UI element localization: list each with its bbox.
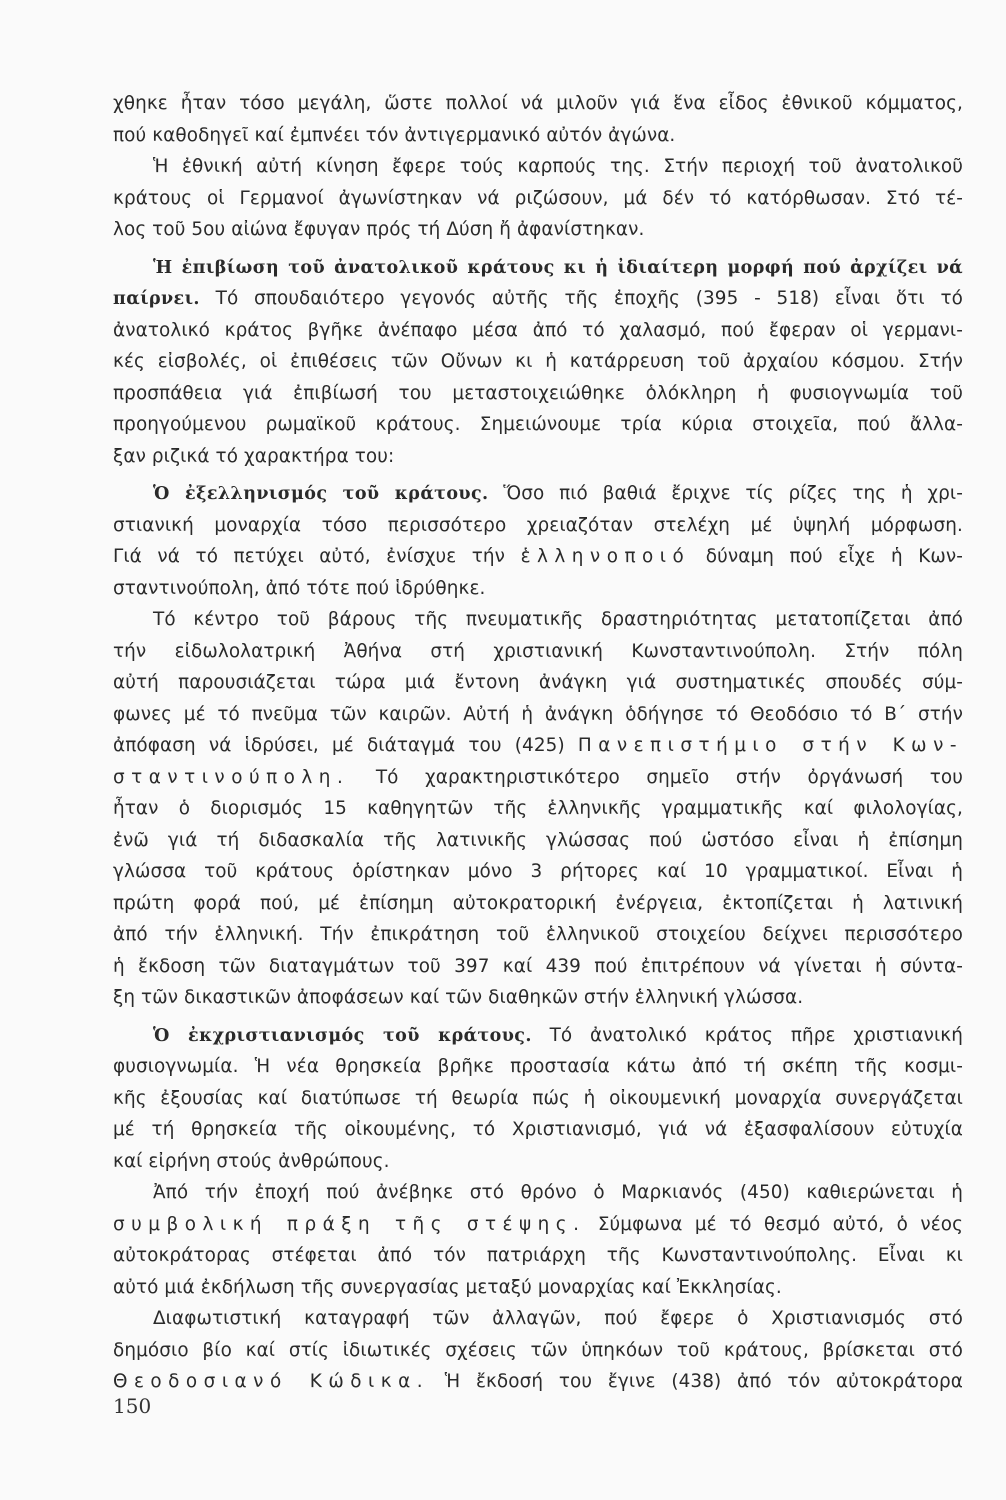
text-line: ἡ ἔκδοση τῶν διαταγμάτων τοῦ 397 καί 439 πού ἐπιτρέπουν νά γίνεται ἡ σύντα- [113, 955, 963, 977]
text-line: καί εἰρήνη στούς ἀνθρώπους. [113, 1150, 390, 1172]
spaced-emphasis: Θεοδοσιανό Κώδικα. [113, 1371, 430, 1392]
text-line: ἀπό τήν ἑλληνική. Τήν ἐπικράτηση τοῦ ἑλληνικοῦ στοιχείου δείχνει περισσότερο [113, 924, 963, 945]
text-line: αὐτό μιά ἐκδήλωση τῆς συνεργασίας μεταξύ μοναρχίας καί Ἐκκλησίας. [113, 1276, 782, 1298]
section-heading: Ὁ ἐκχριστιανισμός τοῦ κράτους. [153, 1025, 532, 1046]
section-heading: παίρνει. [113, 289, 200, 309]
text-line: Ἡ ἐθνική αὐτή κίνηση ἔφερε τούς καρπούς της. Στήν περιοχή τοῦ ἀνατολικοῦ [153, 156, 963, 177]
text-line: τήν εἰδωλολατρική Ἀθήνα στή χριστιανική Κωνσταντινούπολη. Στήν πόλη [113, 640, 963, 662]
text-line: φωνες μέ τό πνεῦμα τῶν καιρῶν. Αὐτή ἡ ἀνάγκη ὁδήγησε τό Θεοδόσιο τό Β΄ στήν [113, 703, 963, 725]
text-line: φυσιογνωμία. Ἡ νέα θρησκεία βρῆκε προστασία κάτω ἀπό τή σκέπη τῆς κοσμι- [113, 1056, 963, 1077]
text-line: ἦταν ὁ διορισμός 15 καθηγητῶν τῆς ἑλληνικῆς γραμματικῆς καί φιλολογίας, [113, 798, 963, 819]
text-line: κές εἰσβολές, οἱ ἐπιθέσεις τῶν Οὔνων κι ἡ κατάρρευση τοῦ ἀρχαίου κόσμου. Στήν [113, 351, 963, 372]
text-line: σταντινούπολη. Τό χαρακτηριστικότερο σημεῖο στήν ὀργάνωσή του [113, 766, 963, 788]
spaced-emphasis: ἑλληνοποιό [520, 546, 691, 567]
text-line: ἀπόφαση νά ἱδρύσει, μέ διάταγμά του (425) Πανεπιστήμιο στήν Κων- [113, 735, 963, 756]
text-line: παίρνει. Τό σπουδαιότερο γεγονός αὐτῆς τῆς ἐποχῆς (395 - 518) εἶναι ὅτι τό [113, 288, 963, 309]
text-body [113, 88, 963, 1398]
text-line: μέ τή θρησκεία τῆς οἰκουμένης, τό Χριστιανισμό, γιά νά ἐξασφαλίσουν εὐτυχία [113, 1119, 963, 1140]
spaced-emphasis: συμβολική πράξη τῆς στέψης. [113, 1213, 586, 1235]
text-line: συμβολική πράξη τῆς στέψης. Σύμφωνα μέ τό θεσμό αὐτό, ὁ νέος [113, 1213, 963, 1235]
text-line: λος τοῦ 5ου αἰώνα ἔφυγαν πρός τή Δύση ἤ ἀφανίστηκαν. [113, 219, 645, 240]
text-line: πού καθοδηγεῖ καί ἐμπνέει τόν ἀντιγερμανικό αὐτόν ἀγώνα. [113, 124, 676, 146]
text-line: ἐνῶ γιά τή διδασκαλία τῆς λατινικῆς γλώσσας πού ὡστόσο εἶναι ἡ ἐπίσημη [113, 829, 963, 851]
page-number: 150 [113, 1394, 152, 1418]
text-line: προσπάθεια γιά ἐπιβίωσή του μεταστοιχειώθηκε ὁλόκληρη ἡ φυσιογνωμία τοῦ [113, 382, 963, 404]
text-line: κράτους οἱ Γερμανοί ἀγωνίστηκαν νά ριζώσουν, μά δέν τό κατόρθωσαν. Στό τέ- [113, 187, 963, 209]
text-line: Ὁ ἐκχριστιανισμός τοῦ κράτους. Τό ἀνατολικό κράτος πῆρε χριστιανική [153, 1024, 963, 1046]
text-line: Τό κέντρο τοῦ βάρους τῆς πνευματικῆς δραστηριότητας μετατοπίζεται ἀπό [153, 609, 963, 630]
text-line: αὐτοκράτορας στέφεται ἀπό τόν πατριάρχη τῆς Κωνσταντινούπολης. Εἶναι κι [113, 1245, 963, 1266]
section-heading-line [113, 252, 963, 284]
text-line: ξαν ριζικά τό χαρακτήρα του: [113, 445, 395, 467]
text-line: ξη τῶν δικαστικῶν ἀποφάσεων καί τῶν διαθηκῶν στήν ἑλληνική γλώσσα. [113, 987, 804, 1008]
text-line: Ἀπό τήν ἐποχή πού ἀνέβηκε στό θρόνο ὁ Μαρκιανός (450) καθιερώνεται ἡ [153, 1182, 963, 1203]
spaced-emphasis: Πανεπιστήμιο στήν Κων- [577, 735, 963, 756]
text-line: γλώσσα τοῦ κράτους ὁρίστηκαν μόνο 3 ρήτορες καί 10 γραμματικοί. Εἶναι ἡ [113, 861, 963, 882]
section-heading: Ἡ ἐπιβίωση τοῦ ἀνατολικοῦ κράτους κι ἡ ἰδιαίτερη μορφή πού ἀρχίζει νά [153, 257, 963, 278]
text-line: στιανική μοναρχία τόσο περισσότερο χρειαζόταν στελέχη μέ ὑψηλή μόρφωση. [113, 514, 963, 536]
text-line: Γιά νά τό πετύχει αὐτό, ἐνίσχυε τήν ἑλληνοποιό δύναμη πού εἶχε ἡ Κων- [113, 546, 963, 567]
text-line: σταντινούπολη, ἀπό τότε πού ἱδρύθηκε. [113, 577, 486, 599]
text-line: Διαφωτιστική καταγραφή τῶν ἀλλαγῶν, πού ἔφερε ὁ Χριστιανισμός στό [153, 1308, 963, 1329]
text-line: ἀνατολικό κράτος βγῆκε ἀνέπαφο μέσα ἀπό τό χαλασμό, πού ἔφεραν οἱ γερμανι- [113, 319, 963, 341]
text-line: πρώτη φορά πού, μέ ἐπίσημη αὐτοκρατορική ἐνέργεια, ἐκτοπίζεται ἡ λατινική [113, 892, 963, 914]
text-line: Θεοδοσιανό Κώδικα. Ἡ ἔκδοσή του ἔγινε (438) ἀπό τόν αὐτοκράτορα [113, 1371, 963, 1392]
text-line: δημόσιο βίο καί στίς ἰδιωτικές σχέσεις τῶν ὑπηκόων τοῦ κράτους, βρίσκεται στό [113, 1339, 963, 1361]
spaced-emphasis: σταντινούπολη. [113, 766, 350, 788]
text-line: χθηκε ἦταν τόσο μεγάλη, ὥστε πολλοί νά μιλοῦν γιά ἕνα εἶδος ἐθνικοῦ κόμματος, [113, 93, 963, 114]
section-heading: Ὁ ἐξελληνισμός τοῦ κράτους. [153, 484, 489, 504]
text-line: κῆς ἐξουσίας καί διατύπωσε τή θεωρία πώς ἡ οἰκουμενική μοναρχία συνεργάζεται [113, 1087, 963, 1109]
text-line: προηγούμενου ρωμαϊκοῦ κράτους. Σημειώνουμε τρία κύρια στοιχεῖα, πού ἄλλα- [113, 414, 963, 435]
text-line: Ὁ ἐξελληνισμός τοῦ κράτους. Ὅσο πιό βαθιά ἔριχνε τίς ρίζες της ἡ χρι- [153, 483, 963, 504]
text-line: αὐτή παρουσιάζεται τώρα μιά ἔντονη ἀνάγκη γιά συστηματικές σπουδές σύμ- [113, 672, 963, 693]
